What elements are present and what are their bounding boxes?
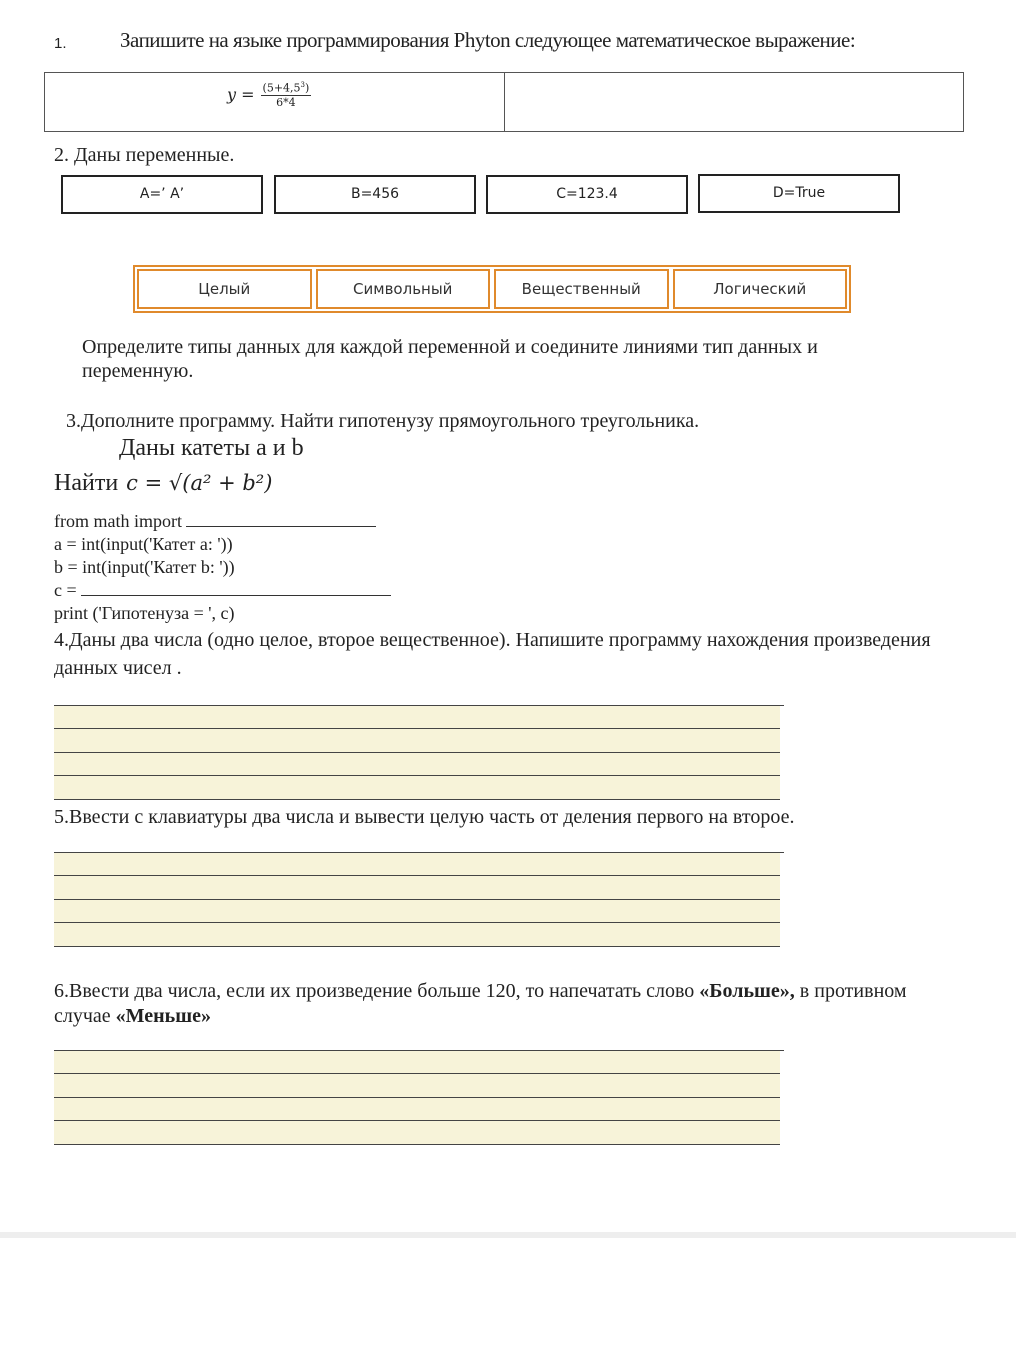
find-label: Найти xyxy=(54,470,119,496)
q6-text-2: в противном случае xyxy=(54,980,907,1027)
type-float[interactable]: Вещественный xyxy=(494,269,669,309)
variable-d[interactable]: D=True xyxy=(698,174,900,213)
find-formula: c = √(a² + b²) xyxy=(126,471,273,495)
q6-bold-1: «Больше», xyxy=(699,980,795,1002)
formula xyxy=(227,81,311,109)
numerator-close: ) xyxy=(305,81,310,95)
exponent: 3 xyxy=(300,81,306,89)
q2-instruction: Определите типы данных для каждой переменной и соедините линиями тип данных и переменную. xyxy=(82,336,818,382)
code-line-4 xyxy=(54,579,391,602)
page-divider xyxy=(0,1232,1016,1238)
code-line-2: a = int(input('Катет a: ')) xyxy=(54,534,233,554)
q4-answer-lines[interactable] xyxy=(54,682,780,800)
q3-title: 3.Дополните программу. Найти гипотенузу прямоугольного треугольника. xyxy=(66,410,700,432)
variable-b[interactable]: B=456 xyxy=(274,175,476,214)
type-char[interactable]: Символьный xyxy=(316,269,491,309)
code-line-5: print ('Гипотенуза = ', c) xyxy=(54,603,235,623)
q5-text: 5.Ввести с клавиатуры два числа и вывести целую часть от деления первого на второе. xyxy=(54,806,795,828)
code-text: from math import xyxy=(54,511,182,531)
variable-a[interactable]: A=’ A’ xyxy=(61,175,263,214)
types-row xyxy=(133,265,851,313)
variable-c[interactable]: C=123.4 xyxy=(486,175,688,214)
q5-answer-lines[interactable] xyxy=(54,829,780,947)
c-blank[interactable] xyxy=(81,595,391,596)
code-line-3: b = int(input('Катет b: ')) xyxy=(54,557,235,577)
formula-cell xyxy=(45,73,505,131)
code-line-1 xyxy=(54,510,391,533)
import-blank[interactable] xyxy=(186,526,376,527)
code-text: c = xyxy=(54,580,77,600)
q6-answer-lines[interactable] xyxy=(54,1027,780,1145)
type-integer[interactable]: Целый xyxy=(137,269,312,309)
fraction xyxy=(261,81,312,109)
q6-bold-2: «Меньше» xyxy=(115,1005,212,1027)
answer-cell[interactable] xyxy=(505,73,963,131)
formula-lhs: y = xyxy=(227,85,255,105)
denominator: 6*4 xyxy=(276,95,296,109)
q2-title: 2. Даны переменные. xyxy=(54,144,235,166)
q3-code xyxy=(54,510,391,625)
q6-text xyxy=(54,979,934,1029)
q3-find xyxy=(54,470,272,497)
q1-table xyxy=(44,72,964,132)
type-bool[interactable]: Логический xyxy=(673,269,848,309)
numerator-base: (5+4,5 xyxy=(262,81,301,95)
q1-number: 1. xyxy=(54,35,67,52)
numerator xyxy=(261,81,312,96)
q3-given: Даны катеты a и b xyxy=(119,435,304,461)
q6-text-1: 6.Ввести два числа, если их произведение больше 120, то напечатать слово xyxy=(54,980,700,1002)
q1-text: Запишите на языке программирования Phyton следующее математическое выражение: xyxy=(120,28,856,52)
q4-text: 4.Даны два числа (одно целое, второе вещественное). Напишите программу нахождения произведения данных чисел . xyxy=(54,629,931,679)
